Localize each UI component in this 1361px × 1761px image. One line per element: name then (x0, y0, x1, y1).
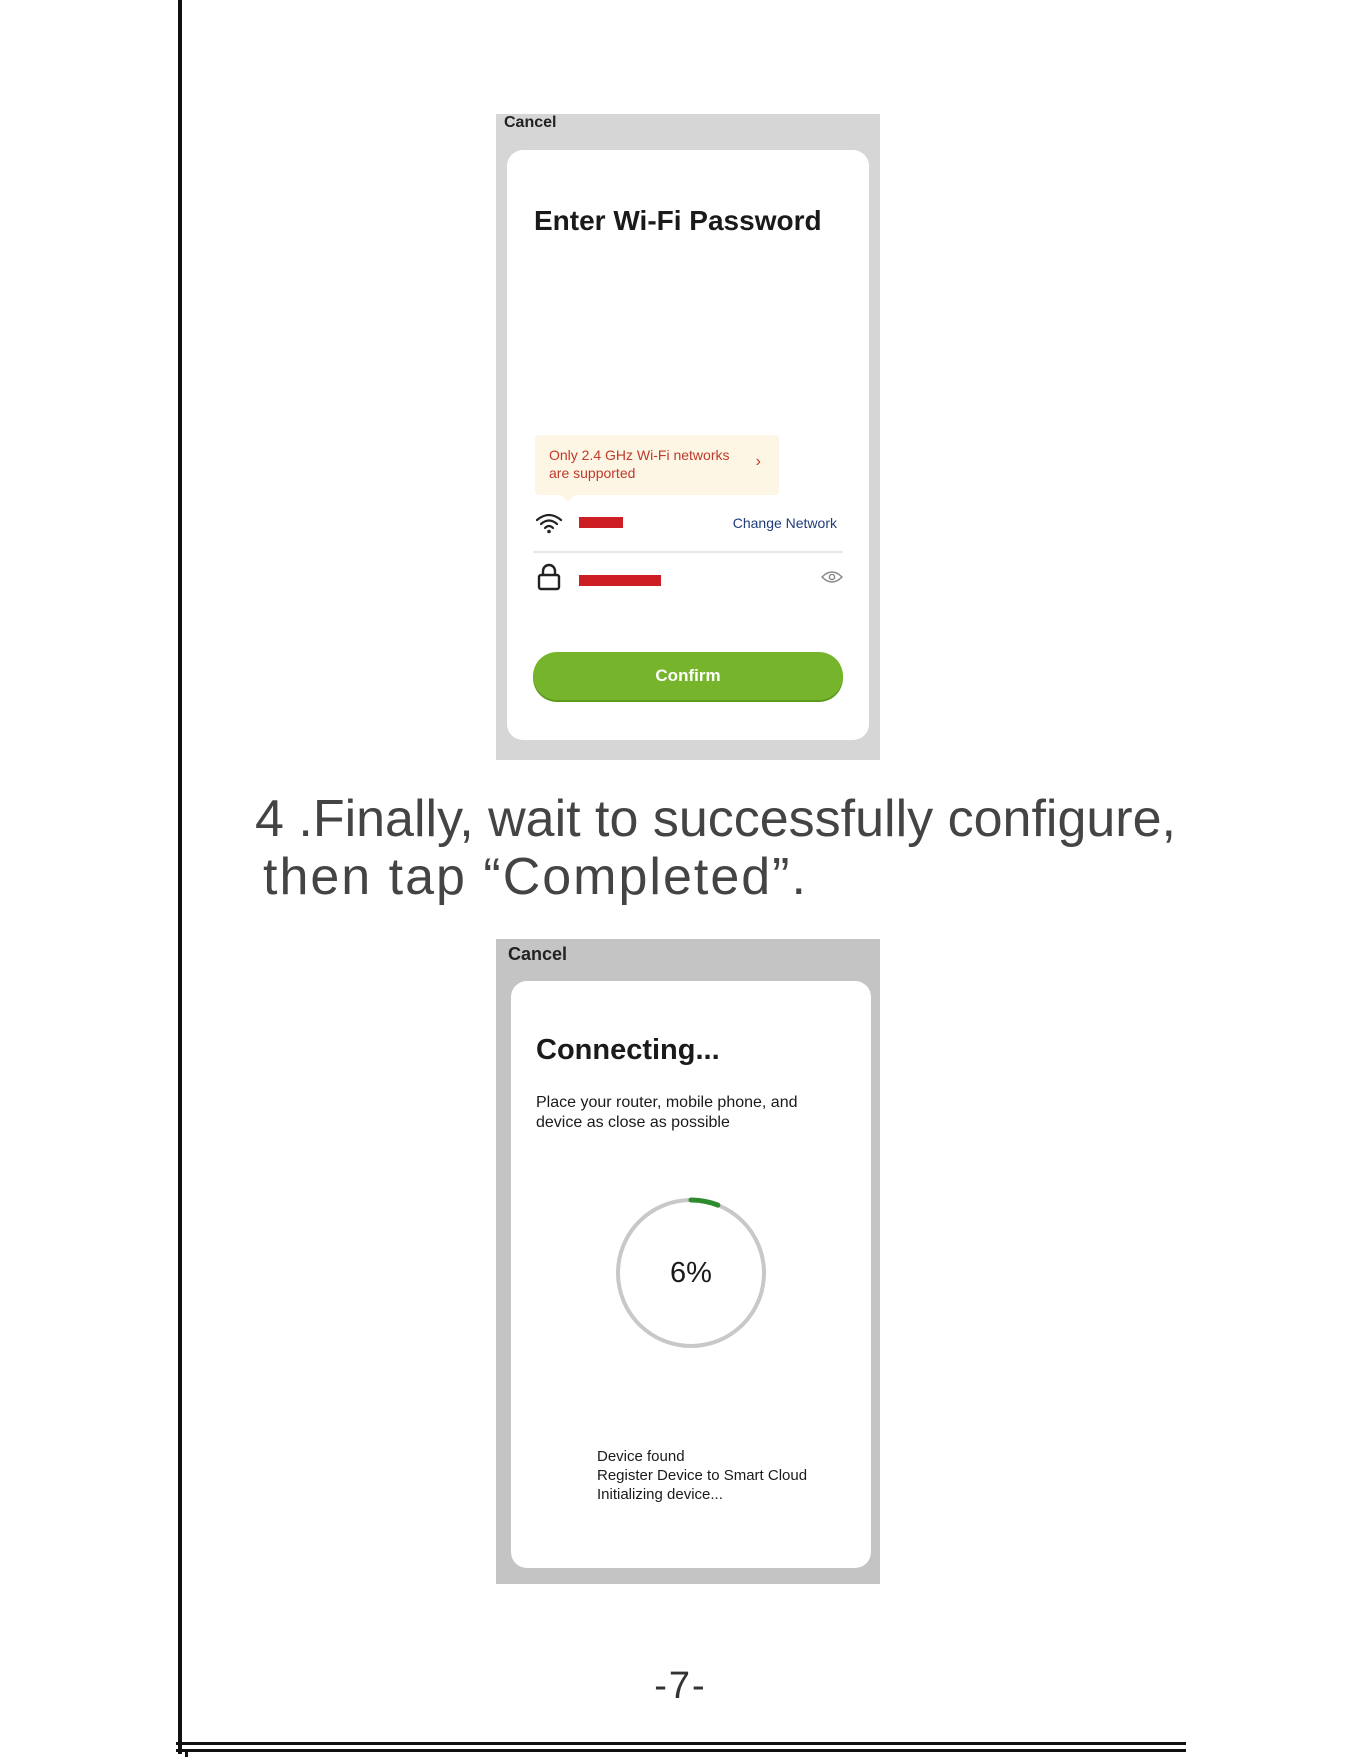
instruction-line-1: 4 .Finally, wait to successfully configure, (255, 790, 1176, 848)
progress-ring (614, 1196, 768, 1350)
connection-steps (597, 1447, 807, 1504)
connecting-screenshot (496, 939, 880, 1584)
password-redacted[interactable] (579, 575, 661, 586)
connecting-card (511, 981, 871, 1568)
password-row[interactable] (535, 563, 843, 593)
network-row (535, 510, 843, 540)
progress-percent: 6% (670, 1257, 712, 1289)
instruction-step-4 (255, 790, 1176, 906)
footer-rule-top (176, 1742, 1186, 1745)
page-number: -7- (654, 1665, 707, 1707)
notice-pointer (561, 495, 575, 502)
step-item: Register Device to Smart Cloud (597, 1467, 808, 1484)
page-title: Enter Wi-Fi Password (534, 205, 822, 236)
instruction-line-2: then tap “Completed”. (263, 848, 808, 906)
wifi-password-card (507, 150, 869, 740)
step-item: Device found (597, 1448, 685, 1465)
wifi-password-screenshot (496, 114, 880, 760)
step-item: Initializing device... (597, 1486, 723, 1503)
footer-tick (185, 1749, 188, 1757)
footer-rule-bottom (176, 1749, 1186, 1752)
eye-icon[interactable] (821, 569, 843, 585)
lock-icon (537, 563, 561, 591)
notice-text: Only 2.4 GHz Wi-Fi networks are supported (549, 447, 730, 481)
cancel-button[interactable]: Cancel (504, 114, 557, 131)
chevron-right-icon: › (755, 453, 761, 470)
left-margin-rule (178, 0, 182, 1754)
wifi-icon (535, 512, 563, 534)
network-name-redacted (579, 517, 623, 528)
confirm-button[interactable]: Confirm (533, 652, 843, 700)
placement-hint: Place your router, mobile phone, and device as close as possible (536, 1094, 798, 1131)
field-divider (533, 551, 843, 553)
change-network-link[interactable]: Change Network (732, 515, 837, 531)
page-title: Connecting... (536, 1034, 720, 1066)
frequency-notice[interactable] (535, 435, 779, 495)
cancel-button[interactable]: Cancel (508, 944, 568, 964)
